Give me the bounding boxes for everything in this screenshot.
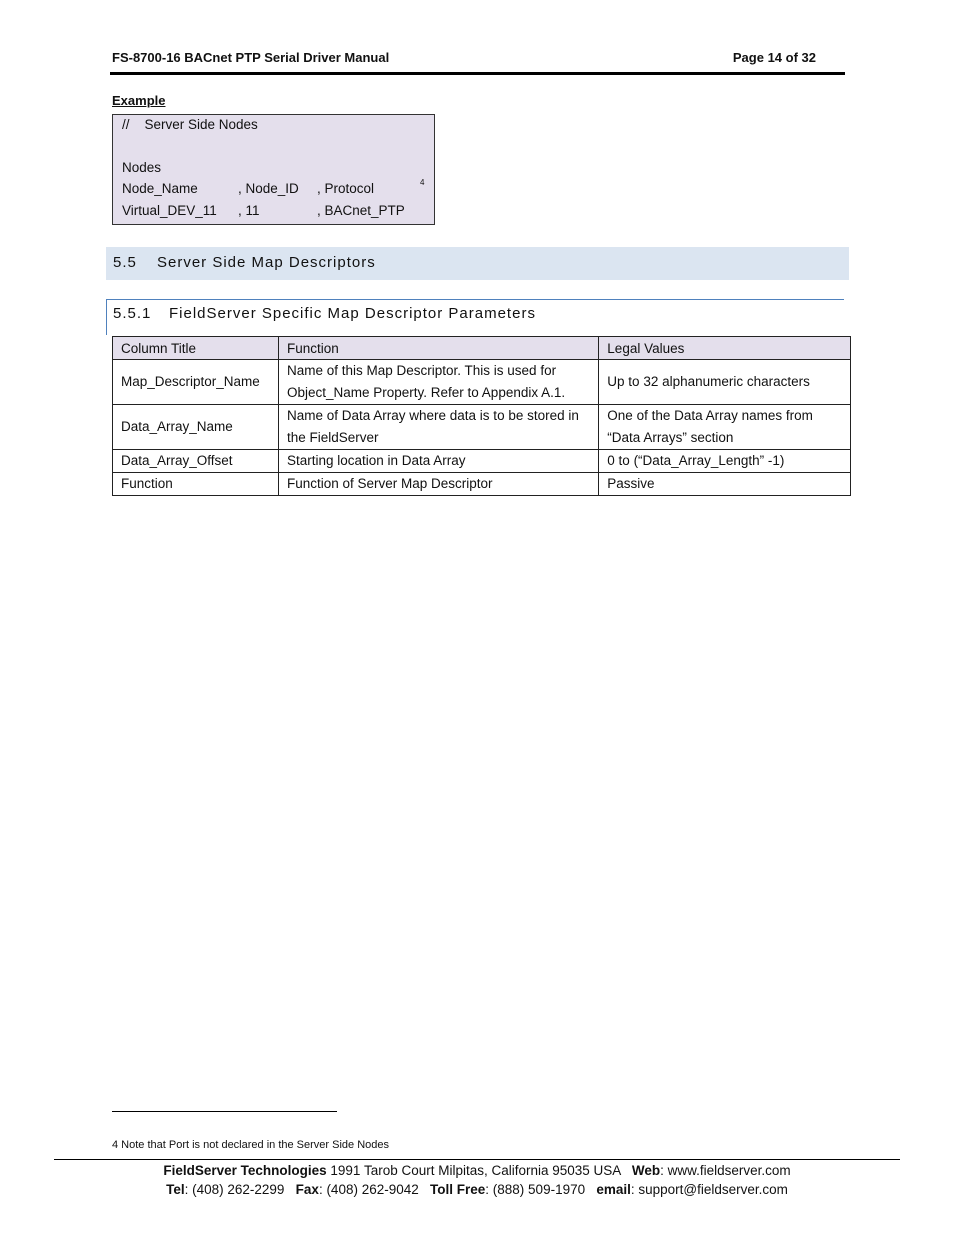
footnote: 4 Note that Port is not declared in the Server Side Nodes — [112, 1139, 389, 1151]
map-descriptor-parameters-table — [112, 336, 851, 496]
code-data-node-name: Virtual_DEV_11 — [122, 203, 217, 218]
footer-web-value: : www.fieldserver.com — [660, 1163, 791, 1178]
code-header-node-id: , Node_ID — [238, 181, 299, 196]
column-header: Function — [278, 337, 598, 360]
footer-tollfree-value: : (888) 509-1970 — [485, 1182, 597, 1197]
footer-line-2 — [54, 1182, 900, 1197]
subsection-title: FieldServer Specific Map Descriptor Parameters — [169, 305, 536, 322]
table-cell: Name of this Map Descriptor. This is used for Object_Name Property. Refer to Appendix A.1. — [278, 360, 598, 405]
code-section: Nodes — [122, 160, 162, 175]
table-cell: Data_Array_Offset — [113, 450, 279, 473]
table-cell: Starting location in Data Array — [278, 450, 598, 473]
table-row — [113, 405, 851, 450]
table-cell: Map_Descriptor_Name — [113, 360, 279, 405]
table-cell: Up to 32 alphanumeric characters — [599, 360, 851, 405]
footer-address: 1991 Tarob Court Milpitas, California 95035 USA — [326, 1163, 632, 1178]
footer-line-1 — [54, 1163, 900, 1178]
document-title: FS-8700-16 BACnet PTP Serial Driver Manual — [112, 50, 390, 65]
footer-rule — [54, 1159, 900, 1160]
table-cell: Passive — [599, 473, 851, 496]
example-code-box — [112, 114, 435, 225]
section-number: 5.5 — [113, 254, 137, 271]
code-comment: // Server Side Nodes — [122, 117, 258, 132]
code-header-protocol: , Protocol — [317, 181, 375, 196]
table-cell: Name of Data Array where data is to be stored in the FieldServer — [278, 405, 598, 450]
footnote-reference: 4 — [420, 178, 425, 187]
footer-fax-label: Fax — [295, 1182, 319, 1197]
header-rule — [110, 72, 845, 75]
page-header — [112, 50, 816, 70]
table-row — [113, 473, 851, 496]
subsection-number: 5.5.1 — [113, 305, 152, 322]
table-cell: Function of Server Map Descriptor — [278, 473, 598, 496]
footer-company: FieldServer Technologies — [163, 1163, 327, 1178]
column-header: Column Title — [113, 337, 279, 360]
section-heading-5-5-1 — [106, 299, 844, 335]
footer-tel-label: Tel — [166, 1182, 185, 1197]
section-heading-5-5 — [106, 247, 849, 280]
table-row — [113, 450, 851, 473]
example-label: Example — [112, 93, 166, 108]
footer-email-label: email — [596, 1182, 631, 1197]
code-header-node-name: Node_Name — [122, 181, 198, 196]
footer-email-value: : support@fieldserver.com — [630, 1182, 788, 1197]
code-header-row — [122, 178, 425, 199]
footnote-separator — [112, 1111, 337, 1112]
code-data-node-id: , 11 — [238, 203, 260, 218]
footer-tollfree-label: Toll Free — [430, 1182, 486, 1197]
table-cell: 0 to (“Data_Array_Length” -1) — [599, 450, 851, 473]
table-cell: Function — [113, 473, 279, 496]
footer-fax-value: : (408) 262-9042 — [318, 1182, 431, 1197]
page-number: Page 14 of 32 — [732, 50, 816, 65]
table-cell: Data_Array_Name — [113, 405, 279, 450]
section-title: Server Side Map Descriptors — [157, 254, 376, 271]
code-data-row — [122, 201, 422, 221]
code-data-protocol: , BACnet_PTP — [317, 203, 405, 218]
table-cell: One of the Data Array names from “Data Arrays” section — [599, 405, 851, 450]
table-header-row — [113, 337, 851, 360]
footer-web-label: Web — [631, 1163, 661, 1178]
footer-tel-value: : (408) 262-2299 — [184, 1182, 296, 1197]
table-row — [113, 360, 851, 405]
column-header: Legal Values — [599, 337, 851, 360]
